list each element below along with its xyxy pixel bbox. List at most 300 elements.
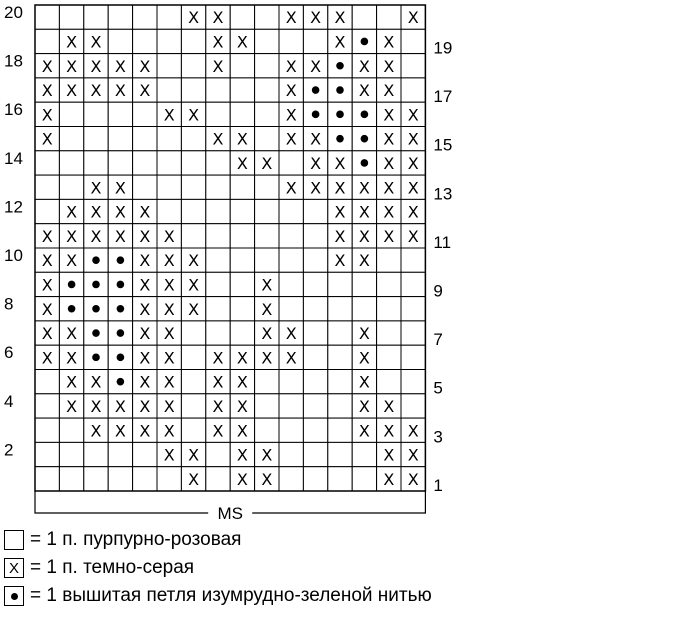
chart-cell <box>401 272 425 296</box>
x-stitch-mark: X <box>212 8 224 28</box>
chart-cell <box>401 29 425 53</box>
chart-cell <box>328 297 352 321</box>
x-stitch-mark: X <box>358 348 370 368</box>
chart-cell <box>230 102 254 126</box>
dot-stitch-mark <box>92 256 100 264</box>
chart-cell <box>328 442 352 466</box>
x-stitch-mark: X <box>383 81 395 101</box>
chart-cell <box>377 272 401 296</box>
row-number-label: 8 <box>4 294 14 314</box>
chart-cell <box>255 5 279 29</box>
chart-cell <box>206 297 230 321</box>
chart-cell <box>401 321 425 345</box>
x-stitch-mark: X <box>90 421 102 441</box>
chart-cell <box>206 442 230 466</box>
chart-cell <box>255 175 279 199</box>
chart-cell <box>230 321 254 345</box>
chart-cell <box>279 467 303 491</box>
x-stitch-mark: X <box>163 348 175 368</box>
dot-stitch-mark <box>361 135 369 143</box>
chart-cell <box>279 151 303 175</box>
chart-cell <box>133 467 157 491</box>
dot-stitch-mark <box>92 281 100 289</box>
x-stitch-mark: X <box>41 299 53 319</box>
chart-cell <box>328 321 352 345</box>
x-stitch-mark: X <box>310 178 322 198</box>
chart-cell <box>303 370 327 394</box>
x-stitch-mark: X <box>334 32 346 52</box>
chart-cell <box>230 78 254 102</box>
chart-cell <box>255 248 279 272</box>
x-stitch-mark: X <box>41 56 53 76</box>
x-stitch-mark: X <box>114 421 126 441</box>
chart-cell <box>181 321 205 345</box>
row-number-label: 16 <box>4 100 23 120</box>
chart-cell <box>279 248 303 272</box>
dot-stitch-mark <box>92 305 100 313</box>
chart-cell <box>352 297 376 321</box>
x-stitch-mark: X <box>114 178 126 198</box>
chart-cell <box>181 224 205 248</box>
chart-cell <box>279 297 303 321</box>
x-stitch-mark: X <box>212 348 224 368</box>
x-stitch-mark: X <box>358 324 370 344</box>
chart-cell <box>401 297 425 321</box>
dot-stitch-mark <box>336 86 344 94</box>
chart-cell <box>303 224 327 248</box>
chart-cell <box>377 297 401 321</box>
chart-cell <box>108 467 132 491</box>
row-number-label: 4 <box>4 391 14 411</box>
x-stitch-mark: X <box>383 153 395 173</box>
x-stitch-mark: X <box>358 251 370 271</box>
chart-cell <box>279 199 303 223</box>
x-stitch-mark: X <box>358 81 370 101</box>
x-stitch-mark: X <box>188 275 200 295</box>
x-stitch-mark: X <box>358 226 370 246</box>
chart-cell <box>181 151 205 175</box>
x-stitch-mark: X <box>139 202 151 222</box>
chart-cell <box>157 467 181 491</box>
x-stitch-mark: X <box>334 153 346 173</box>
chart-cell <box>84 102 108 126</box>
chart-cell <box>157 175 181 199</box>
chart-cell <box>108 127 132 151</box>
chart-cell <box>255 78 279 102</box>
x-stitch-mark: X <box>383 32 395 52</box>
x-stitch-mark: X <box>334 8 346 28</box>
x-stitch-mark: X <box>236 445 248 465</box>
row-number-label: 11 <box>433 232 452 252</box>
chart-cell <box>181 370 205 394</box>
dot-stitch-mark <box>117 354 125 362</box>
x-stitch-mark: X <box>114 202 126 222</box>
legend-text-gray: = 1 п. темно-серая <box>30 557 195 578</box>
x-stitch-mark: X <box>261 153 273 173</box>
x-stitch-mark: X <box>261 299 273 319</box>
x-stitch-mark: X <box>236 348 248 368</box>
x-stitch-mark: X <box>383 226 395 246</box>
chart-cell <box>279 29 303 53</box>
x-stitch-mark: X <box>66 251 78 271</box>
x-stitch-mark: X <box>407 226 419 246</box>
x-stitch-mark: X <box>358 56 370 76</box>
x-stitch-mark: X <box>383 178 395 198</box>
x-stitch-mark: X <box>66 396 78 416</box>
x-stitch-mark: X <box>163 445 175 465</box>
chart-cell <box>328 394 352 418</box>
chart-cell <box>255 29 279 53</box>
chart-cell <box>181 418 205 442</box>
row-number-label: 13 <box>433 184 453 204</box>
chart-cell <box>352 272 376 296</box>
x-stitch-mark: X <box>163 299 175 319</box>
x-stitch-mark: X <box>334 226 346 246</box>
chart-cell <box>157 29 181 53</box>
chart-cell <box>181 29 205 53</box>
x-stitch-mark: X <box>66 32 78 52</box>
chart-cell <box>35 370 59 394</box>
x-stitch-mark: X <box>407 129 419 149</box>
row-number-label: 2 <box>4 440 14 460</box>
dot-stitch-mark <box>68 305 76 313</box>
chart-cell <box>108 102 132 126</box>
x-stitch-mark: X <box>139 275 151 295</box>
row-number-label: 18 <box>4 51 23 71</box>
chart-cell <box>108 29 132 53</box>
chart-cell <box>352 442 376 466</box>
x-stitch-mark: X <box>41 129 53 149</box>
chart-cell <box>352 467 376 491</box>
chart-cell <box>206 102 230 126</box>
chart-cell <box>303 297 327 321</box>
chart-cell <box>401 248 425 272</box>
x-stitch-mark: X <box>407 445 419 465</box>
dot-stitch-mark <box>336 62 344 70</box>
dot-stitch-mark <box>336 111 344 119</box>
dot-stitch-mark <box>312 111 320 119</box>
chart-cell <box>401 394 425 418</box>
x-stitch-mark: X <box>139 372 151 392</box>
x-stitch-mark: X <box>163 372 175 392</box>
x-stitch-mark: X <box>41 348 53 368</box>
chart-cell <box>303 345 327 369</box>
row-number-label: 7 <box>433 330 443 350</box>
x-stitch-mark: X <box>285 56 297 76</box>
x-stitch-mark: X <box>114 81 126 101</box>
x-stitch-mark: X <box>66 56 78 76</box>
chart-cell <box>133 151 157 175</box>
x-stitch-mark: X <box>236 421 248 441</box>
dot-stitch-mark <box>68 281 76 289</box>
chart-cell <box>181 345 205 369</box>
chart-cell <box>108 5 132 29</box>
x-stitch-mark: X <box>114 396 126 416</box>
row-number-label: 15 <box>433 135 453 155</box>
chart-cell <box>157 151 181 175</box>
x-stitch-mark: X <box>212 129 224 149</box>
x-stitch-mark: X <box>41 275 53 295</box>
x-stitch-mark: X <box>188 299 200 319</box>
chart-cell <box>35 29 59 53</box>
chart-cell <box>157 78 181 102</box>
chart-cell <box>377 321 401 345</box>
chart-cell <box>157 5 181 29</box>
x-stitch-mark: X <box>236 396 248 416</box>
chart-cell <box>401 54 425 78</box>
chart-cell <box>35 151 59 175</box>
x-stitch-mark: X <box>310 129 322 149</box>
row-number-label: 3 <box>433 427 443 447</box>
repeat-label: MS <box>217 504 243 523</box>
row-number-label: 20 <box>4 3 23 22</box>
chart-cell <box>303 418 327 442</box>
x-stitch-mark: X <box>163 105 175 125</box>
chart-cell <box>35 175 59 199</box>
chart-cell <box>255 102 279 126</box>
x-stitch-mark: X <box>383 129 395 149</box>
chart-cell <box>230 248 254 272</box>
chart-cell <box>35 199 59 223</box>
x-stitch-mark: X <box>285 8 297 28</box>
x-stitch-mark: X <box>163 396 175 416</box>
chart-cell <box>230 199 254 223</box>
x-stitch-mark: X <box>90 226 102 246</box>
x-stitch-mark: X <box>139 348 151 368</box>
chart-cell <box>206 199 230 223</box>
x-square-icon: X <box>4 558 24 578</box>
chart-cell <box>181 175 205 199</box>
x-stitch-mark: X <box>358 372 370 392</box>
chart-cell <box>157 127 181 151</box>
x-stitch-mark: X <box>383 396 395 416</box>
x-stitch-mark: X <box>383 202 395 222</box>
x-stitch-mark: X <box>261 348 273 368</box>
chart-cell <box>108 151 132 175</box>
x-stitch-mark: X <box>236 32 248 52</box>
x-stitch-mark: X <box>285 324 297 344</box>
chart-cell <box>377 248 401 272</box>
x-stitch-mark: X <box>90 32 102 52</box>
x-stitch-mark: X <box>66 324 78 344</box>
x-stitch-mark: X <box>66 226 78 246</box>
dot-stitch-mark <box>312 86 320 94</box>
x-stitch-mark: X <box>407 469 419 489</box>
dot-stitch-mark <box>117 329 125 337</box>
chart-cell <box>303 272 327 296</box>
chart-cell <box>279 394 303 418</box>
chart-cell <box>206 248 230 272</box>
x-stitch-mark: X <box>310 56 322 76</box>
x-stitch-mark: X <box>41 324 53 344</box>
chart-cell <box>206 175 230 199</box>
chart-cell <box>401 370 425 394</box>
chart-cell <box>35 394 59 418</box>
x-stitch-mark: X <box>407 153 419 173</box>
x-stitch-mark: X <box>212 56 224 76</box>
x-stitch-mark: X <box>334 251 346 271</box>
chart-cell <box>377 370 401 394</box>
chart-cell <box>206 272 230 296</box>
row-number-label: 12 <box>4 197 23 217</box>
x-stitch-mark: X <box>66 81 78 101</box>
x-stitch-mark: X <box>66 348 78 368</box>
x-stitch-mark: X <box>358 178 370 198</box>
x-stitch-mark: X <box>383 105 395 125</box>
legend-item-gray <box>4 556 684 580</box>
x-stitch-mark: X <box>383 445 395 465</box>
chart-cell <box>181 394 205 418</box>
x-stitch-mark: X <box>90 81 102 101</box>
chart-cell <box>328 418 352 442</box>
chart-cell <box>328 345 352 369</box>
chart-cell <box>59 102 83 126</box>
x-stitch-mark: X <box>90 56 102 76</box>
x-stitch-mark: X <box>212 372 224 392</box>
chart-cell <box>206 467 230 491</box>
chart-cell <box>157 199 181 223</box>
chart-cell <box>279 272 303 296</box>
chart-cell <box>206 151 230 175</box>
chart-cell <box>230 5 254 29</box>
dot-stitch-mark <box>361 38 369 46</box>
x-stitch-mark: X <box>41 105 53 125</box>
x-stitch-mark: X <box>212 32 224 52</box>
chart-cell <box>108 442 132 466</box>
dot-square-icon <box>4 586 24 606</box>
row-number-label: 19 <box>433 38 453 58</box>
x-stitch-mark: X <box>163 324 175 344</box>
row-number-label: 9 <box>433 281 443 301</box>
chart-cell <box>181 78 205 102</box>
chart-cell <box>279 442 303 466</box>
x-stitch-mark: X <box>66 202 78 222</box>
dot-stitch-mark <box>336 135 344 143</box>
x-stitch-mark: X <box>358 421 370 441</box>
x-stitch-mark: X <box>188 251 200 271</box>
chart-cell <box>59 127 83 151</box>
chart-cell <box>401 345 425 369</box>
chart-cell <box>279 370 303 394</box>
x-stitch-mark: X <box>66 372 78 392</box>
chart-cell <box>59 151 83 175</box>
x-stitch-mark: X <box>334 202 346 222</box>
chart-cell <box>59 418 83 442</box>
dot-stitch-mark <box>361 159 369 167</box>
x-stitch-mark: X <box>285 81 297 101</box>
x-stitch-mark: X <box>188 105 200 125</box>
legend-item-pink <box>4 528 684 552</box>
x-stitch-mark: X <box>212 396 224 416</box>
chart-cell <box>328 467 352 491</box>
x-stitch-mark: X <box>163 421 175 441</box>
x-stitch-mark: X <box>407 178 419 198</box>
chart-cell <box>133 29 157 53</box>
x-stitch-mark: X <box>407 105 419 125</box>
dot-stitch-mark <box>92 354 100 362</box>
chart-cell <box>255 199 279 223</box>
chart-cell <box>303 321 327 345</box>
x-stitch-mark: X <box>188 8 200 28</box>
chart-cell <box>157 54 181 78</box>
chart-cell <box>133 442 157 466</box>
chart-cell <box>84 467 108 491</box>
chart-cell <box>279 418 303 442</box>
row-number-label: 14 <box>4 148 23 168</box>
x-stitch-mark: X <box>261 275 273 295</box>
x-stitch-mark: X <box>407 202 419 222</box>
row-number-label: 5 <box>433 378 443 398</box>
chart-cell <box>84 151 108 175</box>
x-stitch-mark: X <box>285 348 297 368</box>
x-stitch-mark: X <box>139 396 151 416</box>
x-stitch-mark: X <box>114 226 126 246</box>
chart-cell <box>133 102 157 126</box>
x-stitch-mark: X <box>90 202 102 222</box>
row-number-label: 10 <box>4 246 23 265</box>
chart-cell <box>230 272 254 296</box>
x-stitch-mark: X <box>285 105 297 125</box>
chart-cell <box>255 370 279 394</box>
row-number-label: 1 <box>433 475 443 495</box>
chart-cell <box>303 394 327 418</box>
chart-cell <box>59 442 83 466</box>
chart-cell <box>59 467 83 491</box>
chart-cell <box>35 418 59 442</box>
chart-cell <box>303 29 327 53</box>
row-number-label: 6 <box>4 343 14 363</box>
x-stitch-mark: X <box>139 421 151 441</box>
x-stitch-mark: X <box>163 226 175 246</box>
x-stitch-mark: X <box>310 153 322 173</box>
chart-cell <box>352 5 376 29</box>
chart-cell <box>181 54 205 78</box>
legend-text-pink: = 1 п. пурпурно-розовая <box>30 529 242 550</box>
chart-cell <box>206 321 230 345</box>
chart-cell <box>255 54 279 78</box>
x-stitch-mark: X <box>188 469 200 489</box>
x-stitch-mark: X <box>407 8 419 28</box>
chart-cell <box>35 442 59 466</box>
chart-cell <box>377 345 401 369</box>
chart-cell <box>35 5 59 29</box>
x-stitch-mark: X <box>236 372 248 392</box>
x-stitch-mark: X <box>358 202 370 222</box>
row-number-label: 17 <box>433 87 453 107</box>
chart-cell <box>206 78 230 102</box>
x-stitch-mark: X <box>261 324 273 344</box>
x-stitch-mark: X <box>383 56 395 76</box>
chart-cell <box>133 5 157 29</box>
x-stitch-mark: X <box>285 129 297 149</box>
x-stitch-mark: X <box>188 445 200 465</box>
chart-cell <box>230 297 254 321</box>
x-stitch-mark: X <box>139 56 151 76</box>
dot-stitch-mark <box>117 305 125 313</box>
dot-stitch-mark <box>117 256 125 264</box>
x-stitch-mark: X <box>41 81 53 101</box>
x-stitch-mark: X <box>285 178 297 198</box>
empty-square-icon <box>4 530 24 550</box>
x-stitch-mark: X <box>41 226 53 246</box>
dot-stitch-mark <box>117 378 125 386</box>
x-stitch-mark: X <box>358 396 370 416</box>
x-stitch-mark: X <box>139 299 151 319</box>
x-stitch-mark: X <box>139 251 151 271</box>
chart-cell <box>84 127 108 151</box>
x-stitch-mark: X <box>261 469 273 489</box>
x-stitch-mark: X <box>236 469 248 489</box>
